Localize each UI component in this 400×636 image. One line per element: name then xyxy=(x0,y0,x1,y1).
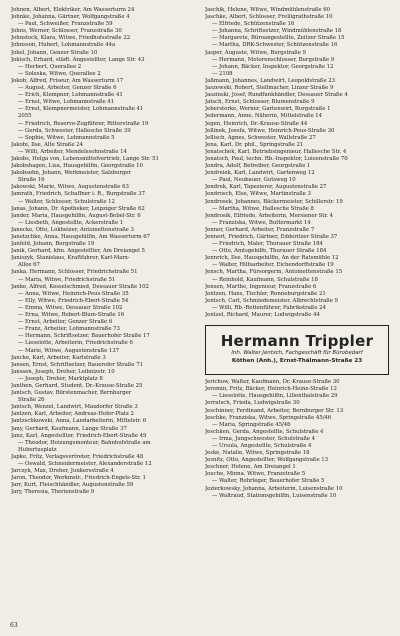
directory-entry: Janfeld, Johann, Burgstraße 19 xyxy=(11,241,95,248)
directory-entry: — Waltraud, Stationsgehilfin, Luisenstraße 10 xyxy=(212,492,337,499)
right-column-bottom-entries xyxy=(205,379,389,500)
directory-entry: Jeschner, Helene, Am Dreiangel 1 xyxy=(205,464,296,471)
directory-entry: — Erich, Klempner, Lohmannstraße 41 xyxy=(18,92,123,99)
directory-entry: — Johanna, Schriftsetzer, Windmühlenstraße 18 xyxy=(212,28,342,35)
directory-entry: Jezierkowsky, Johanna, Arbeiterin, Luisenstraße 10 xyxy=(205,485,343,492)
directory-entry: Jaszinski, Josef, Rundfunkhändler, Dessauer Straße 4 xyxy=(205,92,348,99)
directory-entry: Jaschke, Albert, Schlosser, Freiligrathstraße 10 xyxy=(205,14,333,21)
directory-entry: Johnsson, Hubert, Lohmannstraße 44a xyxy=(11,42,116,49)
directory-entry: Jentzen, Hans, Tischler, Ronneburgstraße 21 xyxy=(205,290,326,297)
directory-entry: — Franz, Arbeiter, Lohmannstraße 73 xyxy=(18,326,120,333)
directory-entry: Jantzen, Karl, Arbeiter, Andreas-Hofer-Platz 2 xyxy=(11,411,134,418)
directory-entry: Jena, Karl, Dr. phil., Springstraße 21 xyxy=(205,141,304,148)
directory-entry: — August, Arbeiter, Genzer Straße 6 xyxy=(18,85,117,92)
directory-entry: Johns, Werner, Schlosser, Franzstraße 30 xyxy=(11,28,122,35)
directory-entry: Straße 26 xyxy=(18,397,45,404)
directory-entry: 2055 xyxy=(18,113,32,120)
directory-entry: Jentsch, Carl, Schmiedemeister, Albrechtstraße 9 xyxy=(205,297,338,304)
directory-entry: Allee 67 xyxy=(18,262,40,269)
directory-entry: Jeberstorke, Werner, Gartenwirt, Burgstraße 1 xyxy=(205,106,331,113)
directory-entry: Janthen, Gerhard, Student, Dr.-Krause-Straße 25 xyxy=(11,382,143,389)
directory-entry: — Joseph, Dreher, Marktplatz 8 xyxy=(18,375,103,382)
directory-entry: Jakobsohn, Johann, Werkmeister, Salzburger xyxy=(11,170,131,177)
directory-entry: Jeromin, Fritz, Bäcker, Heinrich-Heine-Straße 12 xyxy=(205,386,337,393)
directory-entry: Straße 16 xyxy=(18,177,45,184)
directory-entry: Janetzchke, Anna, Hausgehilfin, Am Wasserturm 67 xyxy=(11,234,151,240)
directory-entry: — Elly, Witwe, Friedrich-Ebert-Straße 54 xyxy=(18,297,129,304)
directory-entry: Jaschik, Helene, Witwe, Windmühlenstraße 60 xyxy=(205,7,330,13)
directory-entry: Jander, Maria, Hausgehilfin, August-Bebel-Str. 6 xyxy=(11,212,141,219)
directory-entry: — Margarete, Büroangestellte, Zeitzer Straße 15 xyxy=(212,35,345,42)
directory-entry: — Elfriede, Schützenstraße 16 xyxy=(212,21,295,28)
right-column-top-entries xyxy=(205,7,389,319)
directory-entry: — Otto, Amtsgehilfe, Thurauer Straße 184 xyxy=(212,248,327,255)
directory-entry: — Willi, Arbeiter, Mendelssohnstraße 14 xyxy=(18,148,127,155)
directory-entry: Jendrosik, Elfriede, Arbeiterin, Mersiener Str. 4 xyxy=(205,212,334,219)
directory-entry: Jary, Theresia, Therienstraße 9 xyxy=(11,489,95,496)
right-column xyxy=(205,7,389,500)
directory-entry: Jeschken, Gerda, Angestellte, Schulstraße 4 xyxy=(205,428,324,435)
left-column xyxy=(11,7,195,496)
directory-entry: — Friedrich, Maler, Thurauer Straße 184 xyxy=(212,241,323,248)
directory-entry: Janecke, Otto, Lokheizer, Antoinettenstraße 3 xyxy=(11,226,134,233)
directory-entry: Jellisch, Agnes, Schwester, Wallstraße 27 xyxy=(205,134,316,141)
directory-entry: Jaron, Theodor, Werkmstr., Friedrich-Engels-Str. 1 xyxy=(11,475,146,482)
directory-entry: — Ernst, Klempnermeister, Lohmannstraße 41 xyxy=(18,106,144,113)
advertisement-box xyxy=(205,325,389,375)
directory-entry: Janssen, Joseph, Dreher, Leibnizstr. 10 xyxy=(11,368,115,375)
directory-entry: — Anna, Witwe, Heinrich-Peus-Straße 35 xyxy=(18,290,129,297)
directory-entry: Jansen, Ernst, Schriftsetzer, Bauerofer Straße 71 xyxy=(11,361,143,368)
directory-entry: — Marie, Witwe, Augustenstraße 137 xyxy=(18,347,120,354)
directory-entry: — Erna, Witwe, Robert-Blum-Straße 16 xyxy=(18,312,125,319)
directory-entry: — Soleska, Witwe, Querallee 2 xyxy=(18,70,101,77)
directory-entry: Jantzschkowski, Anna, Landarbeiterin, Mittelstr. 6 xyxy=(11,418,147,425)
directory-entry: — Franziska, Witwe, Buttermarkt 14 xyxy=(212,219,311,226)
directory-entry: Jentzel, Richard, Maurer, Ludwigstraße 44 xyxy=(205,312,320,319)
directory-entry: Jancke, Karl, Arbeiter, Karlstraße 3 xyxy=(11,354,106,361)
directory-entry: Jakobi, Ilse, Alte Straße 24 xyxy=(11,141,84,148)
directory-entry: Jamrath, Friedrich, Schaffner i. R., Burgstraße 37 xyxy=(11,191,145,198)
directory-entry: Jarr, Kurt, Fleischhändler, Augustenstraße 59 xyxy=(11,482,134,489)
directory-entry: — Oswald, Schneidermeister, Alexanderstraße 12 xyxy=(18,461,152,467)
directory-entry: Hubertusplatz xyxy=(18,446,57,453)
directory-entry: Jasper, Auguste, Witwe, Burgstraße 9 xyxy=(205,49,306,56)
advertisement-company-name: Hermann Trippler xyxy=(220,332,374,351)
directory-entry: Janik, Gerhard, kfm. Angestellter, Am Dreiangel 5 xyxy=(11,248,145,255)
directory-entry: Jellinek, Josefa, Witwe, Heinrich-Peus-Straße 30 xyxy=(205,127,335,134)
directory-entry: Janiszyk, Stanislaus, Kraftfahrer, Karl-Marx- xyxy=(11,255,130,262)
directory-entry: — Ernst, Arbeiter, Genzer Straße 6 xyxy=(18,319,113,326)
directory-entry: Jendrosch, Else, Witwe, Martinstraße 3 xyxy=(205,191,311,198)
directory-entry: Jakowski, Marie, Witwe, Augustenstraße 63 xyxy=(11,184,129,191)
advertisement-address-line: Köthen (Anh.), Ernst-Thälmann-Straße 23 xyxy=(231,358,363,365)
directory-entry: Jouche, Minna, Witwe, Franzstraße 5 xyxy=(205,471,306,478)
directory-entry: Johnstock, Klara, Witwe, Friedhofsstraße 22 xyxy=(11,35,131,42)
directory-entry: Jerichow, Walter, Kaufmann, Dr.-Krause-Straße 30 xyxy=(205,379,340,386)
directory-entry: Jendrosek, Johannes, Bäckermeister, Schillerstr. 19 xyxy=(205,198,343,205)
directory-entry: — Lieselotte, Hausgehilfin, Lilienthalstraße 29 xyxy=(212,393,338,400)
directory-entry: — Paul, Neubauer, Gutsweg 10 xyxy=(212,177,296,184)
directory-entry: Jeschke, Franziska, Witwe, Springstraße 45/46 xyxy=(205,414,332,421)
directory-entry: Jakobs, Helga von, Lebensmittelvertrieb, Lange Str. 51 xyxy=(11,155,159,162)
directory-entry: — Ernst, Witwe, Lohmannstraße 41 xyxy=(18,99,115,106)
page-number: 63 xyxy=(10,622,18,629)
directory-entry: Jenner, Gerhard, Arbeiter, Franzstraße 7 xyxy=(205,226,315,233)
directory-entry: Jenatsch, Paul, techn. Rb.-Inspektor, Luisenstraße 70 xyxy=(205,155,348,162)
directory-entry: Jennert, Friedrich, Gärtner, Edderitzer Straße 37 xyxy=(205,234,338,240)
directory-entry: Japke, Fritz, Verlagsvertreter, Friedrichstraße 48 xyxy=(11,453,144,460)
directory-entry: Jakobshagen, Lisa, Hausgehilfin, Georgstraße 10 xyxy=(11,163,143,170)
advertisement-owner-line: Inh. Walter Jentsch, Fachgeschäft für Bürobedarf xyxy=(231,350,363,357)
directory-entry: — Friedrich, Reserve-Zugführer, Ritterstraße 19 xyxy=(18,120,149,127)
directory-entry: Jedermann, Anne, Näherin, Mittelstraße 14 xyxy=(205,113,323,120)
directory-entry: — Maria, Springstraße 45/46 xyxy=(212,421,291,428)
directory-entry: Jokisch, Erhard, städt. Angestellter, Lange Str. 43 xyxy=(11,56,145,63)
directory-entry: Jendreiek, Karl, Landwirt, Gartenweg 12 xyxy=(205,170,315,177)
directory-entry: Jantsch, Gustav, Bürstenmacher, Bernburger xyxy=(11,390,132,397)
directory-entry: Jeschinner, Ferdinand, Arbeiter, Bernburger Str. 13 xyxy=(205,407,344,414)
directory-entry: Jensen, Marthe, Ingenieur, Franzstraße 6 xyxy=(205,283,317,290)
directory-entry: — Johann, Bäcker, Inspektor, Georgstraße 12 xyxy=(212,63,334,70)
directory-entry: — Walter, Rohrleger, Bauerhofer Straße 5 xyxy=(212,478,325,485)
directory-entry: — Lieselotte, Arbeiterin, Friedrichstraße 6 xyxy=(18,340,133,347)
directory-entry: Jany, Gerhard, Kaufmann, Lange Straße 37 xyxy=(11,425,127,432)
directory-entry: — Herbert, Querallee 2 xyxy=(18,63,82,70)
directory-entry: Jenatschek, Karl, Betriebsingenieur, Hallesche Str. 4 xyxy=(205,148,347,155)
directory-entry: — Maria, Witwe, Friedrichstraße 51 xyxy=(18,276,116,283)
directory-entry: — Ursula, Angestellte, Schulstraße 4 xyxy=(212,442,312,449)
directory-entry: Janke, Alfred, Kesselschmied, Dessauer Straße 102 xyxy=(11,283,149,290)
directory-entry: Janka, Hermann, Schlosser, Friedrichstraße 51 xyxy=(11,269,138,276)
directory-entry: — Walter, Schlosser, Schulstraße 12 xyxy=(18,198,115,205)
directory-entry: Jensch, Martha, Fürsorgerin, Antoinettenstraße 15 xyxy=(205,269,343,276)
directory-entry: — Gerda, Schwester, Hallesche Straße 39 xyxy=(18,127,131,134)
directory-entry: — Liesbeth, Angestellte, Ackerstraße 1 xyxy=(18,219,124,226)
directory-entry: Janas, Johann, Dr. Apotheker, Leipziger Straße 62 xyxy=(11,205,145,212)
directory-entry: Jokob, Alfred, Friseur, Am Wasserturm 17 xyxy=(11,77,124,84)
directory-entry: Jendrek, Karl, Tapezierer, Augustenstraße 27 xyxy=(205,184,327,191)
directory-entry: Jantsch, Wenzel, Landwirt, Maxdorfer Straße 3 xyxy=(11,404,138,411)
directory-entry: — Willi, Rb.-Rottenführer, Fabrikstraße 24 xyxy=(212,304,326,311)
directory-entry: Jennrich, Ilse, Hausgehilfin, An der Ratsmühle 12 xyxy=(205,255,339,262)
directory-entry: — Emma, Witwe, Dessauer Straße 102 xyxy=(18,304,123,311)
directory-entry: Jeske, Natalie, Witwe, Springstraße 18 xyxy=(205,450,310,457)
directory-entry: — Sophie, Witwe, Lohmannstraße 5 xyxy=(18,134,115,141)
directory-entry: Janz, Karl, Angestellter, Friedrich-Ebert-Straße 49 xyxy=(11,432,147,439)
directory-entry: — Reinhold, Kaufmann, Schulstraße 18 xyxy=(212,276,318,283)
directory-entry: — Martha, DRK-Schwester, Schützenstraße 16 xyxy=(212,42,338,49)
directory-entry: — Irma, Jungschwester, Schulstraße 4 xyxy=(212,435,315,442)
directory-entry: Johnen, Albert, Elektriker, Am Wasserturm 24 xyxy=(11,7,135,13)
directory-entry: — Hermann, Motorenschlosser, Burgstraße 9 xyxy=(212,56,335,63)
directory-entry: Jesnitz, Otto, Angestellter, Wolfgangstraße 13 xyxy=(205,457,329,464)
directory-entry: Jerratsch, Frieda, Ludwigstraße 30 xyxy=(205,400,300,407)
directory-entry: — Martha, Witwe, Hallesche Straße 8 xyxy=(212,205,314,212)
directory-entry: Jaßmann, Johannes, Landwirt, Leopoldstraße 23 xyxy=(205,77,336,84)
directory-entry: — 2108 xyxy=(212,70,233,77)
directory-entry: Jarczyk, Max, Dreher, Junkersstraße 4 xyxy=(11,468,114,475)
directory-entry: Jokel, Johann, Genzer Straße 10 xyxy=(11,49,98,56)
directory-entry: — Walter, Hilfsarbeiter, Eichendorffstraße 19 xyxy=(212,262,334,269)
directory-entry: Jaszewski, Robert, Stellmacher, Linzer Straße 9 xyxy=(205,85,334,92)
directory-entry: Jegen, Heinrich, Dr.-Krause-Straße 44 xyxy=(205,120,308,127)
directory-entry: Johnke, Johanna, Gärtner, Wolfgangstraße 4 xyxy=(11,14,130,21)
directory-entry: Jatsch, Ernst, Schlosser, Blumenstraße 9 xyxy=(205,99,315,106)
directory-entry: — Theodor, Heizungsmonteur, Bahnhofstraße am xyxy=(18,439,151,446)
directory-entry: Jendra, Adolf, Betreiber, Georgstraße 1 xyxy=(205,163,311,170)
directory-entry: — Hermann, Schriftsetzer, Bauerhofer Straße 17 xyxy=(18,333,150,340)
directory-entry: — Paul, Schweißer, Franzstraße 59 xyxy=(18,21,113,28)
